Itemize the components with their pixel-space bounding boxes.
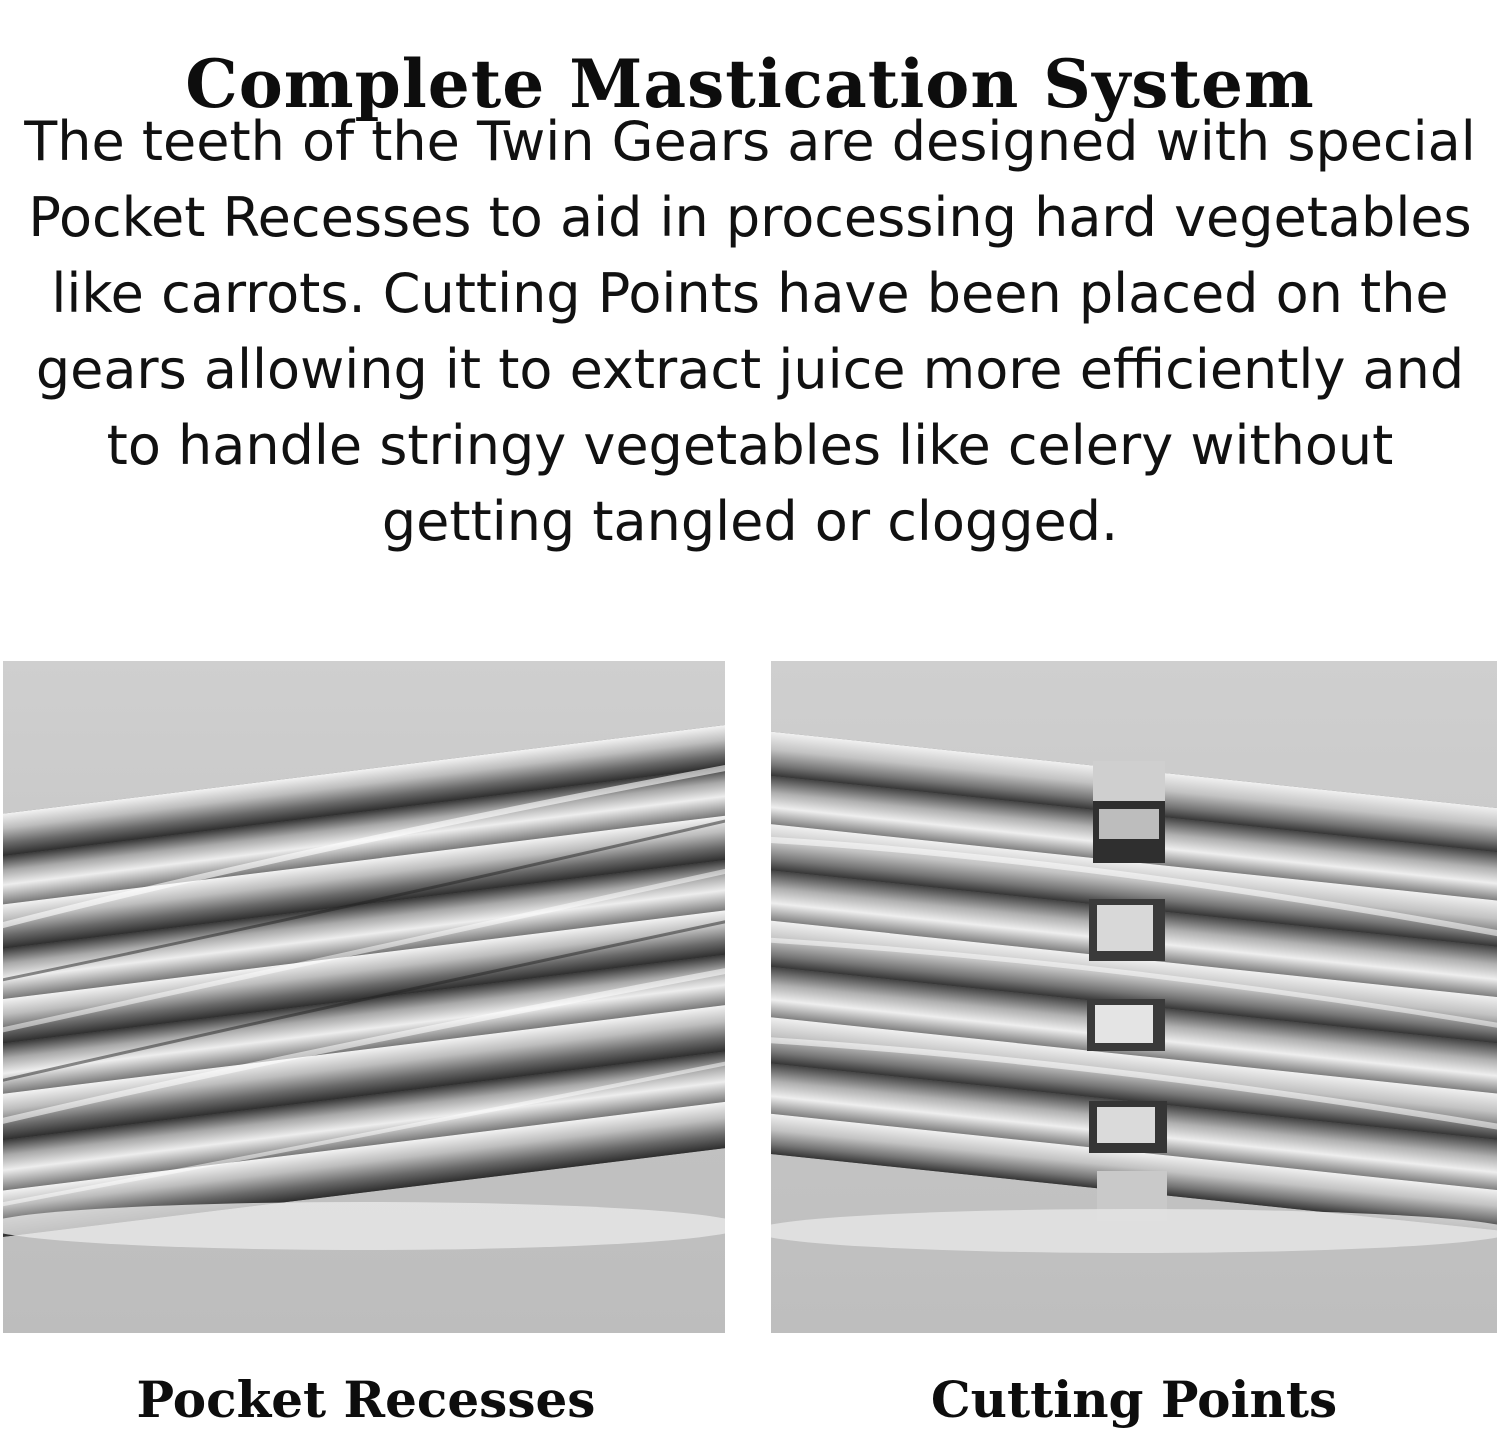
description-line: Pocket Recesses to aid in processing hard vegetables [28,186,1472,249]
description-line: The teeth of the Twin Gears are designed with special [24,110,1476,173]
description-line: getting tangled or clogged. [381,490,1119,553]
description [20,104,1480,560]
page-title: Complete Mastication System [185,45,1315,124]
cutting-points-caption: Cutting Points [930,1370,1338,1429]
description-line: like carrots. Cutting Points have been placed on the [51,262,1449,325]
pocket-recesses-photo [3,661,725,1333]
gear-closeup-photo [3,661,725,1333]
gear-cutting-points-photo [771,661,1497,1333]
pocket-recesses-caption: Pocket Recesses [136,1370,596,1429]
description-line: gears allowing it to extract juice more efficiently and [35,338,1465,401]
cutting-points-photo [771,661,1497,1333]
description-line: to handle stringy vegetables like celery without [106,414,1394,477]
